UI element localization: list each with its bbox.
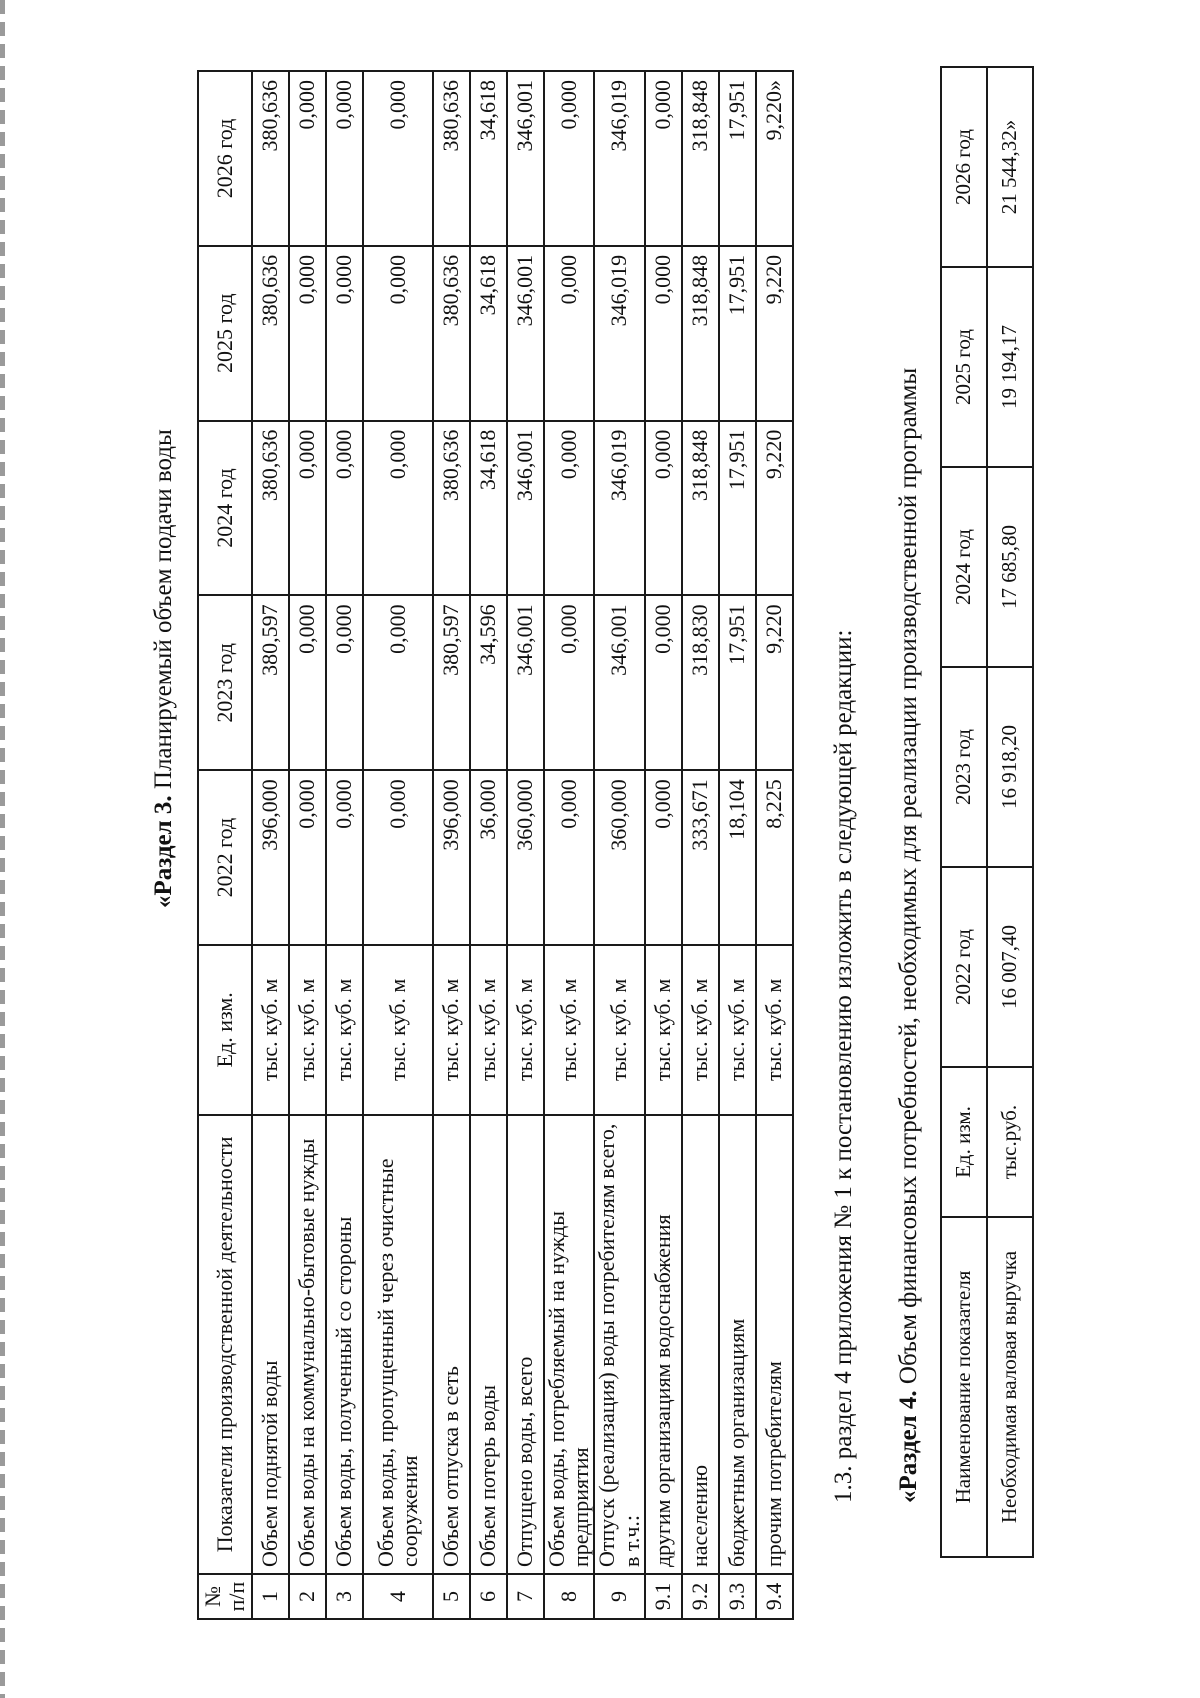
value-cell: 0,000 bbox=[544, 770, 594, 945]
header-cell: 2022 год bbox=[198, 770, 252, 945]
unit-cell: тыс. куб. м bbox=[645, 945, 682, 1115]
value-cell: 0,000 bbox=[326, 421, 363, 596]
value-cell: 21 544,32» bbox=[987, 67, 1033, 267]
value-cell: 17,951 bbox=[719, 71, 756, 246]
table-header-row bbox=[941, 67, 987, 1557]
indicator-name: Объем поднятой воды bbox=[252, 1115, 289, 1574]
unit-cell: тыс. куб. м bbox=[470, 945, 507, 1115]
value-cell: 380,636 bbox=[433, 71, 470, 246]
value-cell: 346,019 bbox=[594, 71, 644, 246]
indicator-name: Объем отпуска в сеть bbox=[433, 1115, 470, 1574]
header-cell: 2025 год bbox=[941, 267, 987, 467]
value-cell: 0,000 bbox=[289, 770, 326, 945]
value-cell: 380,597 bbox=[433, 595, 470, 770]
table-row bbox=[682, 71, 719, 1619]
header-cell: Показатели производственной деятельности bbox=[198, 1115, 252, 1574]
row-number: 7 bbox=[507, 1574, 544, 1619]
indicator-name: Объем воды, полученный со стороны bbox=[326, 1115, 363, 1574]
value-cell: 0,000 bbox=[326, 595, 363, 770]
row-number: 9.2 bbox=[682, 1574, 719, 1619]
value-cell: 9,220 bbox=[756, 246, 793, 421]
value-cell: 346,001 bbox=[507, 71, 544, 246]
header-cell: 2023 год bbox=[941, 667, 987, 867]
value-cell: 0,000 bbox=[645, 71, 682, 246]
header-cell: 2026 год bbox=[198, 71, 252, 246]
value-cell: 346,001 bbox=[594, 595, 644, 770]
header-cell: 2025 год bbox=[198, 246, 252, 421]
value-cell: 0,000 bbox=[326, 770, 363, 945]
table-row bbox=[544, 71, 594, 1619]
value-cell: 8,225 bbox=[756, 770, 793, 945]
value-cell: 396,000 bbox=[433, 770, 470, 945]
financial-needs-table bbox=[940, 66, 1034, 1558]
table-row bbox=[470, 71, 507, 1619]
value-cell: 360,000 bbox=[594, 770, 644, 945]
row-number: 9.1 bbox=[645, 1574, 682, 1619]
unit-cell: тыс. куб. м bbox=[594, 945, 644, 1115]
value-cell: 0,000 bbox=[544, 595, 594, 770]
indicator-name: населению bbox=[682, 1115, 719, 1574]
section3-title-bold: «Раздел 3. bbox=[150, 795, 177, 908]
unit-cell: тыс. куб. м bbox=[433, 945, 470, 1115]
row-number: 8 bbox=[544, 1574, 594, 1619]
value-cell: 19 194,17 bbox=[987, 267, 1033, 467]
unit-cell: тыс. куб. м bbox=[756, 945, 793, 1115]
value-cell: 380,636 bbox=[433, 421, 470, 596]
header-cell: № п/п bbox=[198, 1574, 252, 1619]
section4-title bbox=[895, 368, 923, 1503]
value-cell: 346,019 bbox=[594, 421, 644, 596]
value-cell: 0,000 bbox=[363, 71, 433, 246]
value-cell: 346,019 bbox=[594, 246, 644, 421]
row-number: 5 bbox=[433, 1574, 470, 1619]
indicator-name: Отпущено воды, всего bbox=[507, 1115, 544, 1574]
value-cell: 17,951 bbox=[719, 595, 756, 770]
unit-cell: тыс.руб. bbox=[987, 1067, 1033, 1217]
row-number: 6 bbox=[470, 1574, 507, 1619]
value-cell: 18,104 bbox=[719, 770, 756, 945]
table-row bbox=[326, 71, 363, 1619]
indicator-name: Объем потерь воды bbox=[470, 1115, 507, 1574]
unit-cell: тыс. куб. м bbox=[252, 945, 289, 1115]
table-header-row bbox=[198, 71, 252, 1619]
indicator-name: Объем воды на коммунально-бытовые нужды bbox=[289, 1115, 326, 1574]
value-cell: 0,000 bbox=[645, 595, 682, 770]
value-cell: 0,000 bbox=[363, 595, 433, 770]
value-cell: 17,951 bbox=[719, 246, 756, 421]
unit-cell: тыс. куб. м bbox=[682, 945, 719, 1115]
indicator-name: Отпуск (реализация) воды потребителям всего, в т.ч.: bbox=[594, 1115, 644, 1574]
header-cell: Ед. изм. bbox=[941, 1067, 987, 1217]
row-number: 9.4 bbox=[756, 1574, 793, 1619]
indicator-name: бюджетным организациям bbox=[719, 1115, 756, 1574]
value-cell: 0,000 bbox=[326, 71, 363, 246]
unit-cell: тыс. куб. м bbox=[289, 945, 326, 1115]
value-cell: 346,001 bbox=[507, 595, 544, 770]
value-cell: 34,618 bbox=[470, 246, 507, 421]
value-cell: 0,000 bbox=[289, 421, 326, 596]
header-cell: Наименование показателя bbox=[941, 1217, 987, 1557]
value-cell: 9,220 bbox=[756, 421, 793, 596]
value-cell: 0,000 bbox=[363, 246, 433, 421]
section4-title-bold: «Раздел 4. bbox=[895, 1390, 922, 1503]
water-volume-table bbox=[197, 70, 794, 1620]
value-cell: 318,830 bbox=[682, 595, 719, 770]
value-cell: 0,000 bbox=[289, 71, 326, 246]
value-cell: 34,618 bbox=[470, 71, 507, 246]
indicator-name: прочим потребителям bbox=[756, 1115, 793, 1574]
value-cell: 16 007,40 bbox=[987, 867, 1033, 1067]
row-number: 9 bbox=[594, 1574, 644, 1619]
value-cell: 318,848 bbox=[682, 246, 719, 421]
table-row bbox=[756, 71, 793, 1619]
value-cell: 318,848 bbox=[682, 71, 719, 246]
value-cell: 34,596 bbox=[470, 595, 507, 770]
row-number: 2 bbox=[289, 1574, 326, 1619]
value-cell: 0,000 bbox=[326, 246, 363, 421]
value-cell: 17,951 bbox=[719, 421, 756, 596]
header-cell: 2022 год bbox=[941, 867, 987, 1067]
value-cell: 9,220 bbox=[756, 595, 793, 770]
unit-cell: тыс. куб. м bbox=[363, 945, 433, 1115]
table-row bbox=[363, 71, 433, 1619]
value-cell: 333,671 bbox=[682, 770, 719, 945]
row-number: 4 bbox=[363, 1574, 433, 1619]
header-cell: 2024 год bbox=[941, 467, 987, 667]
table-row bbox=[433, 71, 470, 1619]
value-cell: 0,000 bbox=[544, 421, 594, 596]
value-cell: 0,000 bbox=[289, 246, 326, 421]
unit-cell: тыс. куб. м bbox=[719, 945, 756, 1115]
value-cell: 346,001 bbox=[507, 246, 544, 421]
row-number: 9.3 bbox=[719, 1574, 756, 1619]
value-cell: 360,000 bbox=[507, 770, 544, 945]
value-cell: 0,000 bbox=[645, 770, 682, 945]
value-cell: 0,000 bbox=[544, 71, 594, 246]
header-cell: 2026 год bbox=[941, 67, 987, 267]
section3-title-text: Планируемый объем подачи воды bbox=[150, 429, 177, 796]
value-cell: 36,000 bbox=[470, 770, 507, 945]
table-row bbox=[289, 71, 326, 1619]
value-cell: 9,220» bbox=[756, 71, 793, 246]
header-cell: Ед. изм. bbox=[198, 945, 252, 1115]
value-cell: 380,636 bbox=[252, 421, 289, 596]
section4-title-text: Объем финансовых потребностей, необходимых для реализации производственной программы bbox=[895, 367, 922, 1391]
table-row bbox=[645, 71, 682, 1619]
value-cell: 0,000 bbox=[363, 421, 433, 596]
value-cell: 0,000 bbox=[645, 246, 682, 421]
value-cell: 318,848 bbox=[682, 421, 719, 596]
value-cell: 0,000 bbox=[363, 770, 433, 945]
value-cell: 0,000 bbox=[645, 421, 682, 596]
unit-cell: тыс. куб. м bbox=[544, 945, 594, 1115]
value-cell: 16 918,20 bbox=[987, 667, 1033, 867]
table-row bbox=[252, 71, 289, 1619]
indicator-name: другим организациям водоснабжения bbox=[645, 1115, 682, 1574]
header-cell: 2023 год bbox=[198, 595, 252, 770]
value-cell: 380,636 bbox=[433, 246, 470, 421]
indicator-name: Объем воды, пропущенный через очистные сооружения bbox=[363, 1115, 433, 1574]
value-cell: 0,000 bbox=[544, 246, 594, 421]
value-cell: 34,618 bbox=[470, 421, 507, 596]
row-number: 1 bbox=[252, 1574, 289, 1619]
table-row bbox=[507, 71, 544, 1619]
amendment-paragraph: 1.3. раздел 4 приложения № 1 к постановлению изложить в следующей редакции: bbox=[830, 629, 857, 1503]
unit-cell: тыс. куб. м bbox=[507, 945, 544, 1115]
value-cell: 380,636 bbox=[252, 71, 289, 246]
value-cell: 346,001 bbox=[507, 421, 544, 596]
value-cell: 396,000 bbox=[252, 770, 289, 945]
unit-cell: тыс. куб. м bbox=[326, 945, 363, 1115]
section3-title bbox=[150, 429, 178, 908]
value-cell: 17 685,80 bbox=[987, 467, 1033, 667]
row-number: 3 bbox=[326, 1574, 363, 1619]
table-row bbox=[719, 71, 756, 1619]
table-row bbox=[987, 67, 1033, 1557]
value-cell: 380,597 bbox=[252, 595, 289, 770]
header-cell: 2024 год bbox=[198, 421, 252, 596]
value-cell: 0,000 bbox=[289, 595, 326, 770]
indicator-name: Объем воды, потребляемый на нужды предприятия bbox=[544, 1115, 594, 1574]
value-cell: 380,636 bbox=[252, 246, 289, 421]
indicator-name: Необходимая валовая выручка bbox=[987, 1217, 1033, 1557]
table-row bbox=[594, 71, 644, 1619]
